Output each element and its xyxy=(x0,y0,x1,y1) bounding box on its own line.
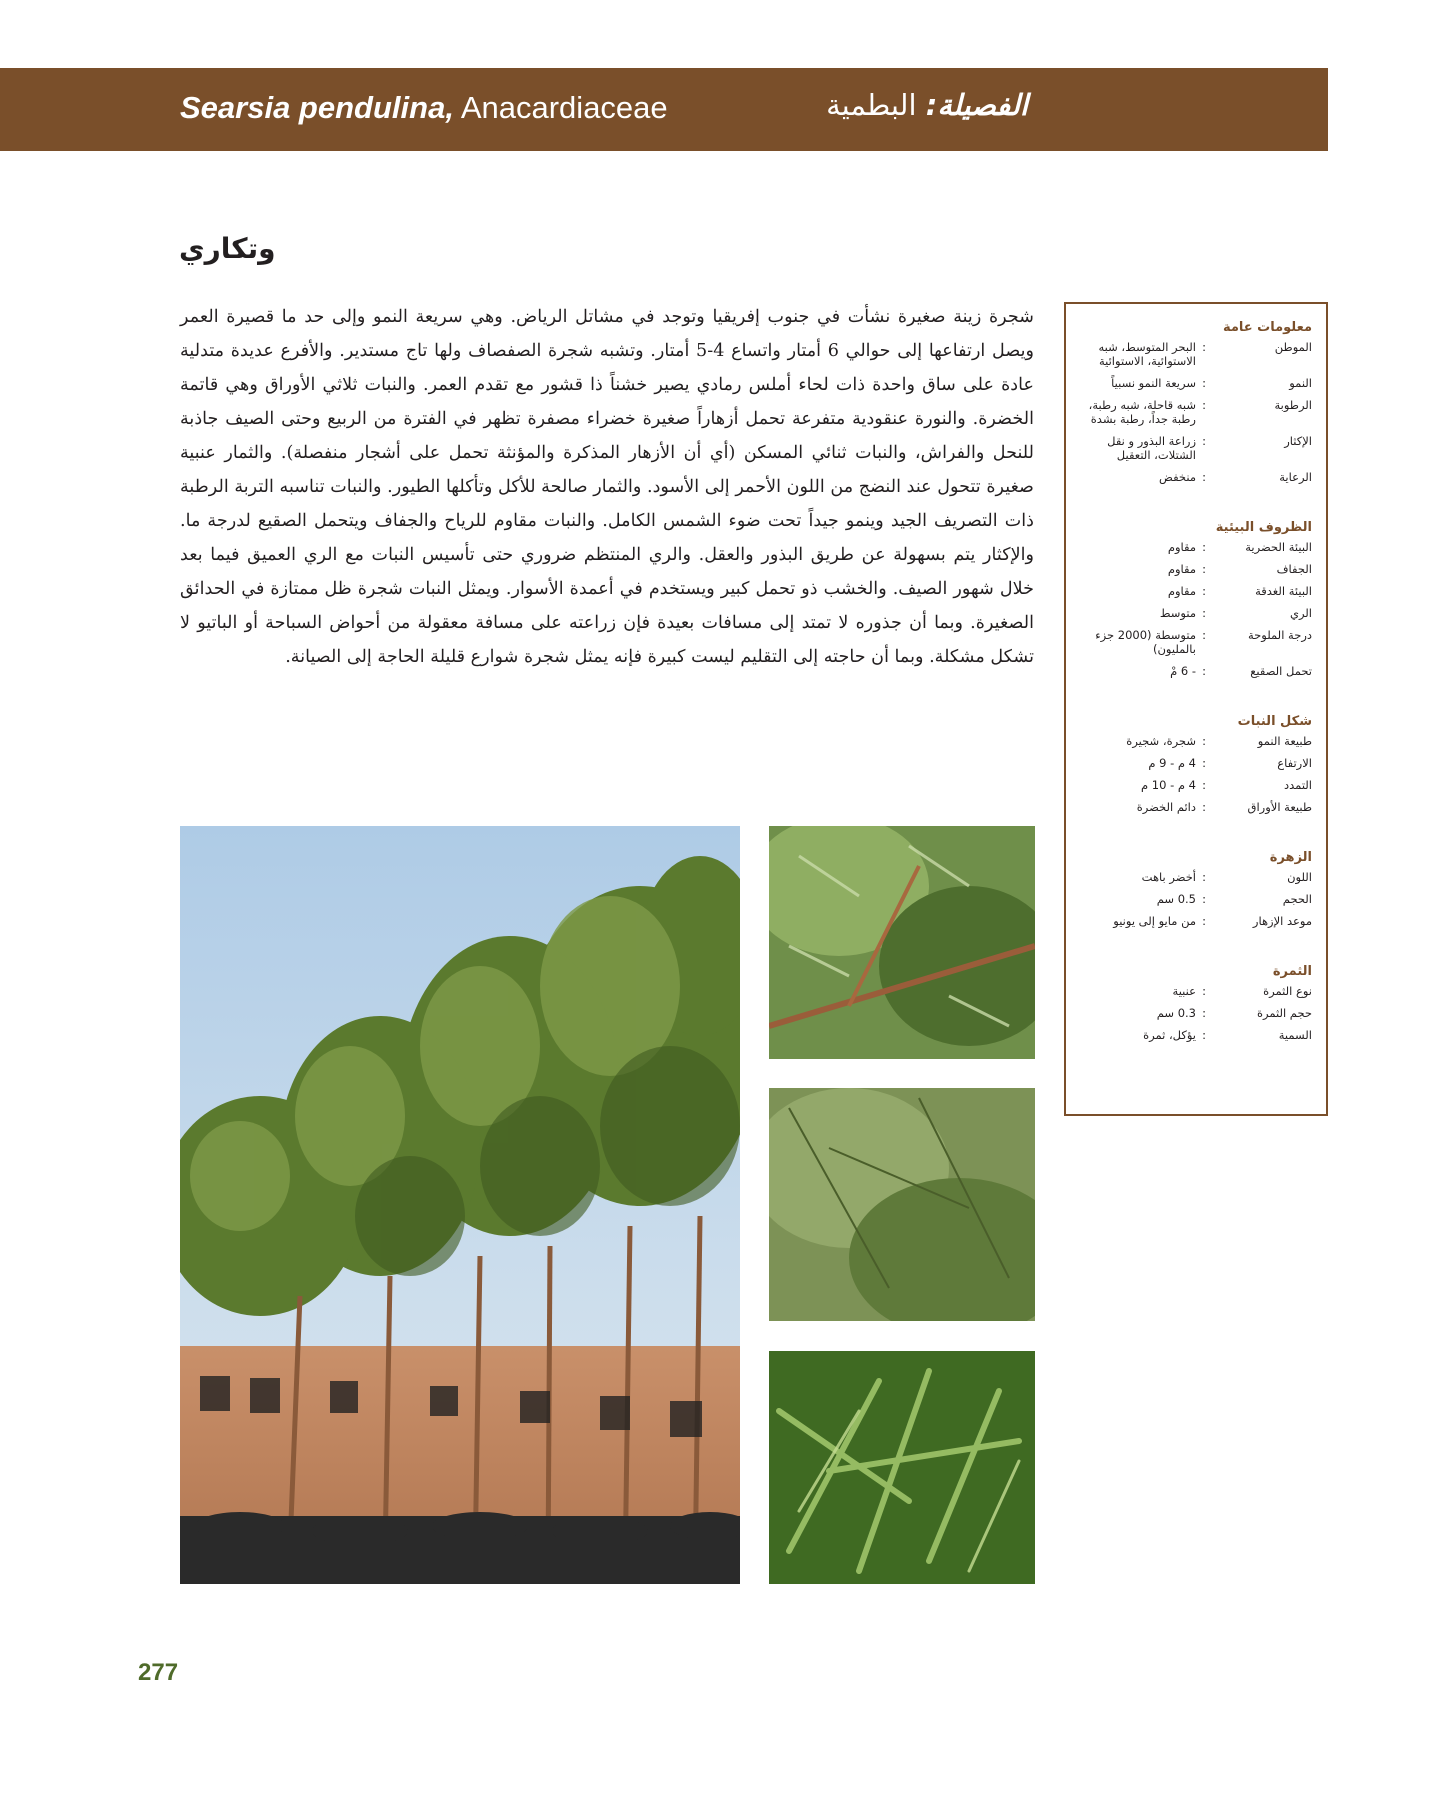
info-value: يؤكل، ثمرة xyxy=(1143,1028,1196,1042)
section-title-plant-form: شكل النبات xyxy=(1237,714,1312,729)
info-value: 4 م - 9 م xyxy=(1148,756,1196,770)
info-key: البيئة الحضرية xyxy=(1245,540,1312,554)
info-key: الري xyxy=(1289,606,1312,620)
info-row xyxy=(1074,984,1312,998)
info-colon: : xyxy=(1202,398,1206,412)
info-value: 0.5 سم xyxy=(1156,892,1196,906)
info-value: مقاوم xyxy=(1167,540,1196,554)
info-row xyxy=(1074,584,1312,598)
nursery-trees-photo xyxy=(180,826,740,1584)
leaves-closeup-photo xyxy=(769,1351,1035,1584)
info-key: الحجم xyxy=(1282,892,1312,906)
header-scientific-name xyxy=(180,90,668,126)
info-value: متوسطة (2000 جزء بالمليون) xyxy=(1095,628,1196,656)
info-key: نوع الثمرة xyxy=(1263,984,1312,998)
info-row xyxy=(1074,756,1312,770)
info-key: اللون xyxy=(1287,870,1312,884)
info-colon: : xyxy=(1202,734,1206,748)
info-colon: : xyxy=(1202,756,1206,770)
info-key: السمية xyxy=(1278,1028,1312,1042)
info-row xyxy=(1074,376,1312,390)
info-row xyxy=(1074,340,1312,368)
info-colon: : xyxy=(1202,800,1206,814)
info-key: الموطن xyxy=(1274,340,1312,354)
section-title-general: معلومات عامة xyxy=(1222,320,1312,335)
info-key: الرعاية xyxy=(1279,470,1312,484)
info-row xyxy=(1074,1006,1312,1020)
info-value: - 6 مْ xyxy=(1170,664,1196,678)
info-row xyxy=(1074,914,1312,928)
info-key: حجم الثمرة xyxy=(1256,1006,1312,1020)
info-colon: : xyxy=(1202,470,1206,484)
info-value: سريعة النمو نسبياً xyxy=(1111,376,1196,390)
info-row xyxy=(1074,470,1312,484)
family-label: الفصيلة: xyxy=(925,88,1028,122)
info-key: درجة الملوحة xyxy=(1248,628,1312,642)
info-row xyxy=(1074,562,1312,576)
section-title-flower: الزهرة xyxy=(1269,850,1312,865)
info-value: منخفض xyxy=(1159,470,1196,484)
info-value: 0.3 سم xyxy=(1156,1006,1196,1020)
info-key: البيئة الغدقة xyxy=(1255,584,1312,598)
info-key: النمو xyxy=(1289,376,1312,390)
info-colon: : xyxy=(1202,914,1206,928)
info-colon: : xyxy=(1202,340,1206,354)
common-name: وتكاري xyxy=(179,232,276,265)
info-value: مقاوم xyxy=(1167,562,1196,576)
info-colon: : xyxy=(1202,376,1206,390)
info-colon: : xyxy=(1202,434,1206,448)
info-key: موعد الإزهار xyxy=(1252,914,1312,928)
info-colon: : xyxy=(1202,984,1206,998)
info-value: مقاوم xyxy=(1167,584,1196,598)
info-colon: : xyxy=(1202,1028,1206,1042)
info-key: طبيعة الأوراق xyxy=(1247,800,1312,814)
info-row xyxy=(1074,1028,1312,1042)
page-number: 277 xyxy=(138,1659,179,1686)
header-family-arabic xyxy=(826,88,1028,122)
info-key: الإكثار xyxy=(1284,434,1312,448)
info-row xyxy=(1074,540,1312,554)
info-value: 4 م - 10 م xyxy=(1141,778,1196,792)
branch-detail-photo xyxy=(769,826,1035,1059)
info-colon: : xyxy=(1202,628,1206,642)
description-text: شجرة زينة صغيرة نشأت في جنوب إفريقيا وتوجد في مشاتل الرياض. وهي سريعة النمو وإلى حد ما قصيرة العمر ويصل ارتفاعها إلى حوالي 6 أمتار واتساع 4-5 أمتار. وتشبه شجرة الصفصاف ولها تاج مستدير. والأفرع عديدة متدلية عادة على ساق واحدة ذات لحاء أملس رمادي يصير خشناً ذا قشور مع تقدم العمر. والنبات ثلاثي الأوراق وهي قاتمة الخضرة. والنورة عنقودية متفرعة تحمل أزهاراً صغيرة خضراء مصفرة تظهر في الفترة من الربيع وحتى الصيف جاذبة للنحل والفراش، والنبات ثنائي المسكن (أي أن الأزهار المذكرة والمؤنثة تحمل على أشجار منفصلة). والثمار عنبية صغيرة تتحول عند النضج من اللون الأحمر إلى الأسود. والثمار صالحة للأكل وتأكلها الطيور. والنبات تناسبه التربة الرطبة ذات التصريف الجيد وينمو جيداً تحت ضوء الشمس الكامل. والنبات مقاوم للرياح والجفاف ويتحمل الصقيع لدرجة ما. والإكثار يتم بسهولة عن طريق البذور والعقل. والري المنتظم ضروري حتى تأسيس النبات مع الري العميق فيما بعد خلال شهور الصيف. والخشب ذو تحمل كبير ويستخدم في أعمدة الأسوار. ويمثل النبات شجرة ظل ممتازة في الحدائق الصغيرة. وبما أن جذوره لا تمتد إلى مسافات بعيدة فإن زراعته على مسافة معقولة من أحواض السباحة أو الباتيو لا تشكل مشكلة. وبما أن حاجته إلى التقليم ليست كبيرة فإنه يمثل شجرة شوارع قليلة الحاجة إلى الصيانة. xyxy=(180,307,1034,667)
info-value: متوسط xyxy=(1159,606,1196,620)
info-value: زراعة البذور و نقل الشتلات، التعقيل xyxy=(1107,434,1196,462)
info-colon: : xyxy=(1202,664,1206,678)
info-value: البحر المتوسط، شبه الاستوائية، الاستوائية xyxy=(1098,340,1196,368)
info-row xyxy=(1074,664,1312,678)
info-colon: : xyxy=(1202,1006,1206,1020)
info-row xyxy=(1074,892,1312,906)
info-row xyxy=(1074,398,1312,426)
foliage-photo xyxy=(769,1088,1035,1321)
family-arabic: البطمية xyxy=(826,88,926,122)
info-key: التمدد xyxy=(1284,778,1312,792)
info-key: الجفاف xyxy=(1276,562,1312,576)
info-value: شبه قاحلة، شبه رطبة، رطبة جداً، رطبة بشدة xyxy=(1088,398,1196,426)
info-row xyxy=(1074,870,1312,884)
info-row xyxy=(1074,800,1312,814)
scientific-name: Searsia pendulina, xyxy=(180,90,454,125)
info-panel xyxy=(1064,302,1328,1116)
info-row xyxy=(1074,734,1312,748)
info-row xyxy=(1074,778,1312,792)
info-row xyxy=(1074,606,1312,620)
info-key: طبيعة النمو xyxy=(1257,734,1312,748)
info-row xyxy=(1074,434,1312,462)
info-colon: : xyxy=(1202,778,1206,792)
info-value: شجرة، شجيرة xyxy=(1126,734,1196,748)
info-colon: : xyxy=(1202,870,1206,884)
info-colon: : xyxy=(1202,606,1206,620)
info-value: عنبية xyxy=(1172,984,1196,998)
info-colon: : xyxy=(1202,562,1206,576)
section-title-fruit: الثمرة xyxy=(1272,964,1312,979)
info-colon: : xyxy=(1202,584,1206,598)
info-value: من مايو إلى يونيو xyxy=(1113,914,1196,928)
info-colon: : xyxy=(1202,892,1206,906)
info-key: الارتفاع xyxy=(1277,756,1312,770)
info-value: دائم الخضرة xyxy=(1136,800,1196,814)
family-latin: Anacardiaceae xyxy=(453,90,668,125)
info-key: الرطوبة xyxy=(1274,398,1312,412)
info-key: تحمل الصقيع xyxy=(1250,664,1312,678)
section-title-environment: الظروف البيئية xyxy=(1215,520,1312,535)
info-row xyxy=(1074,628,1312,656)
info-colon: : xyxy=(1202,540,1206,554)
info-value: أخضر باهت xyxy=(1141,870,1196,884)
